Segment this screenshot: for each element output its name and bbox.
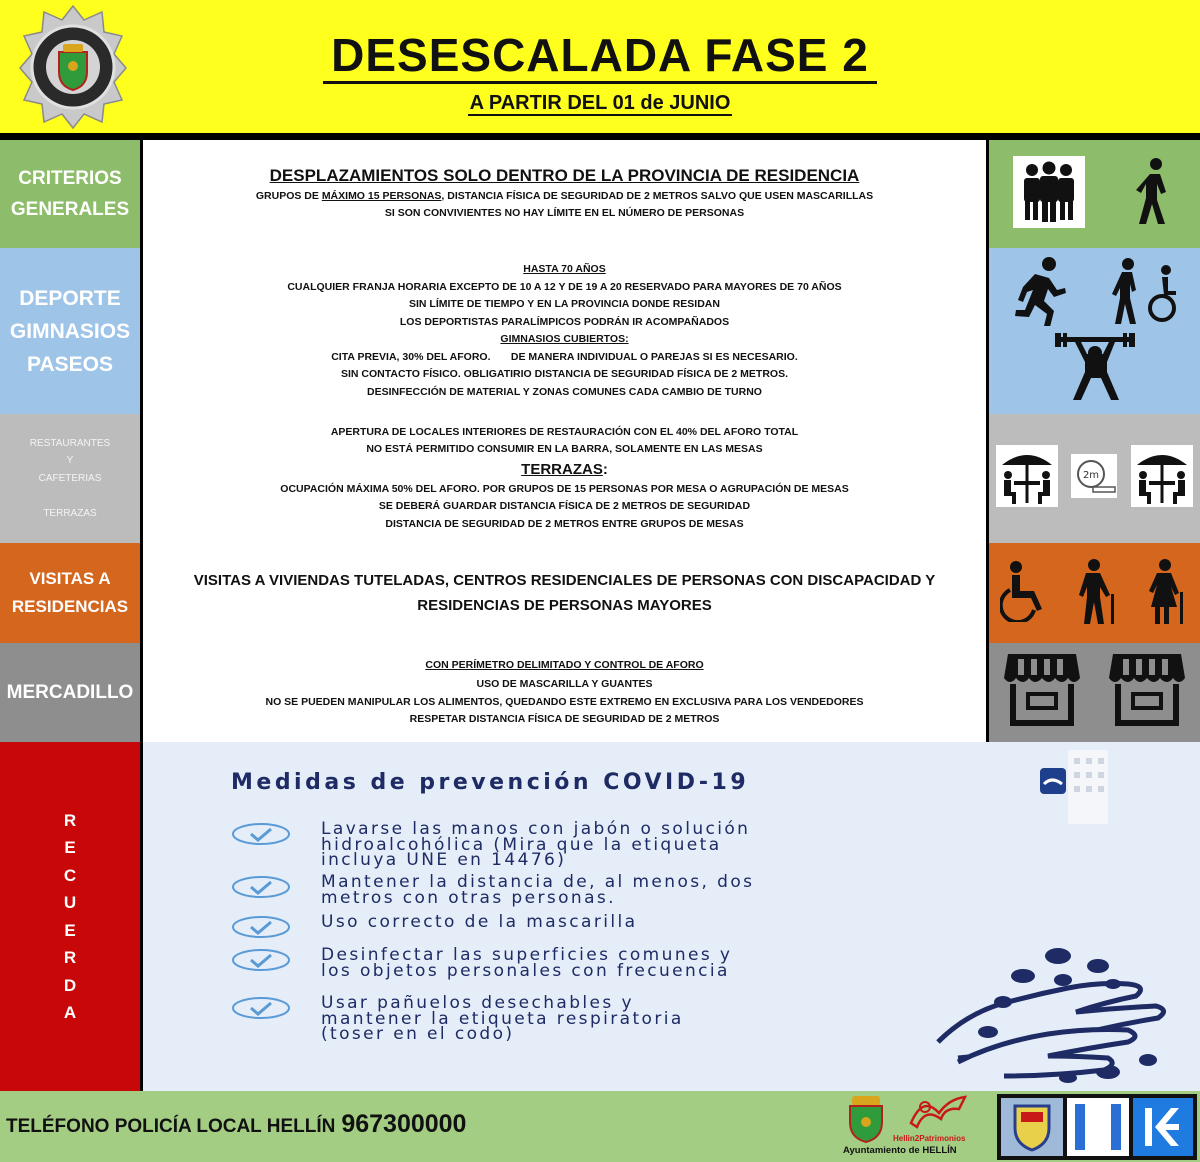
row-label: MERCADILLO [0, 643, 140, 742]
covid-prevention-panel [143, 742, 1200, 1091]
list-item: Desinfectar las superficies comunes y los objetos personales con frecuencia [231, 948, 971, 979]
list-item: Lavarse las manos con jabón o solución hidroalcohólica (Mira que la etiqueta incluya UNE en 14476) [231, 822, 971, 869]
check-icon [231, 822, 291, 851]
row-content: CON PERÍMETRO DELIMITADO Y CONTROL DE AFORO USO DE MASCARILLA Y GUANTES NO SE PUEDEN MANIPULAR LOS ALIMENTOS, QUEDANDO ESTE EXTREMO EN EXCLUSIVA PARA LOS VENDEDORES RESPETAR DISTANCIA FÍSICA DE SEGURIDAD DE 2 METROS [143, 643, 986, 742]
ministry-logo-icon [1038, 746, 1118, 831]
market-stall-icon [1004, 654, 1080, 731]
covid-title: Medidas de prevención COVID-19 [231, 770, 750, 795]
ayuntamiento-text: Ayuntamiento de HELLÍN [843, 1145, 957, 1156]
ke-logo-icon [1133, 1098, 1193, 1156]
hellin-coat-of-arms-icon [846, 1094, 886, 1149]
check-icon [231, 915, 291, 944]
walker-wheelchair-icon [1110, 256, 1180, 331]
row-visitas [0, 543, 1200, 643]
check-icon [231, 875, 291, 904]
list-item: Usar pañuelos desechables y mantener la etiqueta respiratoria (toser en el codo) [231, 996, 971, 1043]
row-icons [989, 543, 1200, 643]
check-icon [231, 948, 291, 977]
row-label: DEPORTE GIMNASIOS PASEOS [0, 248, 140, 414]
row-icons [989, 140, 1200, 248]
weightlifter-icon [1055, 333, 1135, 408]
header-divider [0, 133, 1200, 140]
footer-phone: 967300000 [341, 1110, 467, 1138]
runner-icon [1009, 256, 1069, 331]
row-content: DESPLAZAMIENTOS SOLO DENTRO DE LA PROVINCIA DE RESIDENCIA GRUPOS DE MÁXIMO 15 PERSONAS, DISTANCIA FÍSICA DE SEGURIDAD DE 2 METROS SALVO QUE USEN MASCARILLAS SI SON CONVIVIENTES NO HAY LÍMITE EN EL NÚMERO DE PERSONAS [143, 140, 986, 248]
terrace-table-icon [996, 445, 1058, 512]
terrace-table-icon [1131, 445, 1193, 512]
page-title: DESESCALADA FASE 2 [0, 28, 1200, 82]
elderly-man-icon [1074, 558, 1120, 629]
measuring-tape-icon [1071, 454, 1117, 503]
page-subtitle: A PARTIR DEL 01 de JUNIO [469, 92, 731, 114]
footer-phone-label: TELÉFONO POLICÍA LOCAL HELLÍN 967300000 [6, 1110, 467, 1138]
row-label: VISITAS A RESIDENCIAS [0, 543, 140, 643]
row-label: RESTAURANTES Y CAFETERIAS TERRAZAS [0, 414, 140, 543]
market-stall-icon [1109, 654, 1185, 731]
police-shield-logo-icon [1001, 1098, 1063, 1156]
wheelchair-icon [1000, 560, 1052, 627]
row-icons [989, 643, 1200, 742]
walking-person-icon [1132, 156, 1176, 233]
flag-logo-icon [1067, 1098, 1129, 1156]
row-heading: CON PERÍMETRO DELIMITADO Y CONTROL DE AFORO [425, 658, 704, 671]
check-icon [231, 996, 291, 1025]
row-mercadillo [0, 643, 1200, 742]
row-content: VISITAS A VIVIENDAS TUTELADAS, CENTROS RESIDENCIALES DE PERSONAS CON DISCAPACIDAD Y RESIDENCIAS DE PERSONAS MAYORES [143, 543, 986, 643]
hellin-patrimonios-logo-icon [905, 1093, 971, 1138]
hellin-patrimonios-text: Hellin2Patrimonios [893, 1134, 966, 1143]
row-label: CRITERIOS GENERALES [0, 140, 140, 248]
hands-washing-icon [898, 942, 1198, 1092]
row-restaurantes [0, 414, 1200, 543]
svg-text:2m: 2m [1083, 470, 1100, 481]
row-heading: DESPLAZAMIENTOS SOLO DENTRO DE LA PROVINCIA DE RESIDENCIA [269, 165, 860, 185]
list-item: Uso correcto de la mascarilla [231, 915, 971, 944]
recuerda-label: R E C U E R D A [0, 742, 140, 1091]
row-content: APERTURA DE LOCALES INTERIORES DE RESTAURACIÓN CON EL 40% DEL AFORO TOTAL NO ESTÁ PERMITIDO CONSUMIR EN LA BARRA, SOLAMENTE EN LAS MESAS TERRAZAS: OCUPACIÓN MÁXIMA 50% DEL AFORO. POR GRUPOS DE 15 PERSONAS POR MESA O AGRUPACIÓN DE MESAS SE DEBERÁ GUARDAR DISTANCIA FÍSICA DE 2 METROS DE SEGURIDAD DISTANCIA DE SEGURIDAD DE 2 METROS ENTRE GRUPOS DE MESAS [143, 414, 986, 543]
group-icon [1013, 156, 1085, 233]
elderly-woman-icon [1143, 558, 1189, 629]
row-deporte [0, 248, 1200, 414]
row-icons [989, 248, 1200, 414]
row-icons [989, 414, 1200, 543]
list-item: Mantener la distancia de, al menos, dos metros con otras personas. [231, 875, 971, 906]
footer-logos [997, 1094, 1197, 1160]
row-content: HASTA 70 AÑOS CUALQUIER FRANJA HORARIA EXCEPTO DE 10 A 12 Y DE 19 A 20 RESERVADO PARA MAYORES DE 70 AÑOS SIN LÍMITE DE TIEMPO Y EN LA PROVINCIA DONDE RESIDAN LOS DEPORTISTAS PARALÍMPICOS PODRÁN IR ACOMPAÑADOS GIMNASIOS CUBIERTOS: CITA PREVIA, 30% DEL AFORO. DE MANERA INDIVIDUAL O PAREJAS SI ES NECESARIO. SIN CONTACTO FÍSICO. OBLIGATIRIO DISTANCIA DE SEGURIDAD FÍSICA DE 2 METROS. DESINFECCIÓN DE MATERIAL Y ZONAS COMUNES CADA CAMBIO DE TURNO [143, 248, 986, 414]
row-criterios-generales [0, 140, 1200, 248]
